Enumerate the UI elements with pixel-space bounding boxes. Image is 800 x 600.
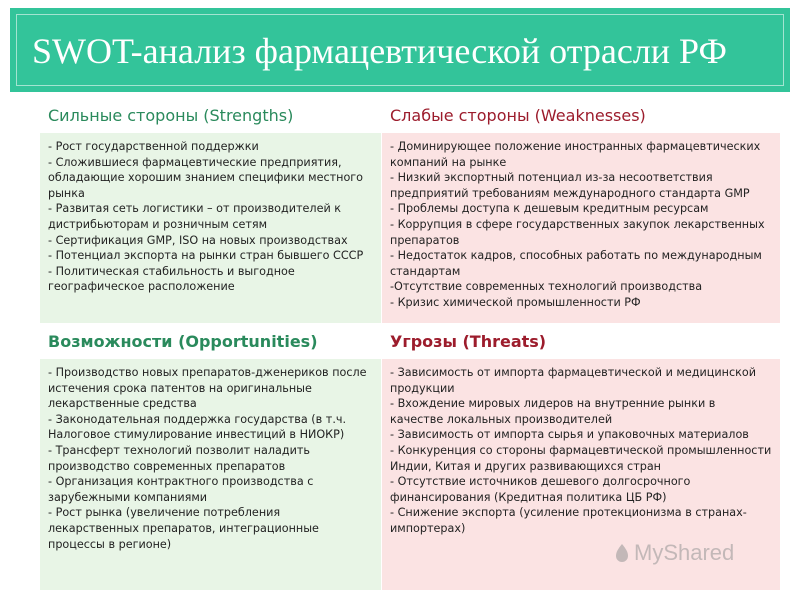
weaknesses-item: - Кризис химической промышленности РФ bbox=[390, 295, 641, 309]
threats-item: - Зависимость от импорта фармацевтической и медицинской продукции bbox=[390, 366, 756, 395]
swot-grid bbox=[40, 100, 780, 590]
watermark bbox=[614, 540, 734, 566]
opportunities-item: - Организация контрактного производства с зарубежными компаниями bbox=[48, 475, 314, 504]
strengths-item: - Потенциал экспорта на рынки стран бывшего СССР bbox=[48, 249, 364, 263]
threats-list bbox=[382, 359, 780, 543]
threats-item: - Отсутствие источников дешевого долгосрочного финансирования (Кредитная политика ЦБ РФ) bbox=[390, 475, 691, 504]
weaknesses-item: - Коррупция в сфере государственных закупок лекарственных препаратов bbox=[390, 217, 765, 247]
strengths-list bbox=[40, 133, 381, 301]
opportunities-item: - Трансферт технологий позволит наладить производство современных препаратов bbox=[48, 443, 310, 473]
weaknesses-item: - Низкий экспортный потенциал из-за несоответствия предприятий требованиям международного стандарта GMP bbox=[390, 171, 750, 200]
threats-heading: Угрозы (Threats) bbox=[390, 332, 547, 351]
strengths-item: - Сложившиеся фармацевтические предприятия, обладающие хорошим знанием специфики местного рынка bbox=[48, 155, 364, 200]
opportunities-panel bbox=[40, 359, 381, 590]
weaknesses-panel bbox=[382, 133, 780, 323]
opportunities-heading: Возможности (Opportunities) bbox=[48, 332, 318, 351]
title-bar bbox=[10, 8, 790, 92]
opportunities-item: - Производство новых препаратов-дженериков после истечения срока патентов на оригинальные лекарственные средства bbox=[48, 366, 367, 411]
strengths-heading: Сильные стороны (Strengths) bbox=[48, 106, 294, 125]
opportunities-item: - Законодательная поддержка государства (в т.ч. Налоговое стимулирование инвестиций в НИОКР) bbox=[48, 412, 347, 442]
weaknesses-list bbox=[382, 133, 780, 317]
strengths-item: - Сертификация GMP, ISO на новых производствах bbox=[48, 233, 348, 247]
watermark-logo-icon bbox=[614, 543, 630, 563]
strengths-item: - Политическая стабильность и выгодное географическое расположение bbox=[48, 264, 295, 294]
weaknesses-heading: Слабые стороны (Weaknesses) bbox=[390, 106, 646, 125]
weaknesses-item: - Недостаток кадров, способных работать по международным стандартам bbox=[390, 249, 762, 278]
threats-item: - Вхождение мировых лидеров на внутренние рынки в качестве локальных производителей bbox=[390, 397, 716, 426]
opportunities-list bbox=[40, 359, 381, 558]
watermark-text: MyShared bbox=[634, 540, 735, 565]
threats-item: - Зависимость от импорта сырья и упаковочных материалов bbox=[390, 428, 749, 442]
slide-title: SWOT-анализ фармацевтической отрасли РФ bbox=[32, 31, 727, 71]
weaknesses-item: -Отсутствие современных технологий производства bbox=[390, 280, 703, 294]
strengths-panel bbox=[40, 133, 381, 323]
opportunities-item: - Рост рынка (увеличение потребления лекарственных препаратов, интеграционные процессы в регионе) bbox=[48, 506, 319, 551]
strengths-item: - Рост государственной поддержки bbox=[48, 140, 259, 153]
weaknesses-item: - Доминирующее положение иностранных фармацевтических компаний на рынке bbox=[390, 140, 761, 169]
strengths-item: - Развитая сеть логистики – от производителей к дистрибьюторам и розничным сетям bbox=[48, 202, 342, 231]
threats-item: - Снижение экспорта (усиление протекционизма в странах-импортерах) bbox=[390, 506, 747, 535]
threats-item: - Конкуренция со стороны фармацевтической промышленности Индии, Китая и других развивающихся стран bbox=[390, 443, 772, 473]
weaknesses-item: - Проблемы доступа к дешевым кредитным ресурсам bbox=[390, 202, 709, 216]
